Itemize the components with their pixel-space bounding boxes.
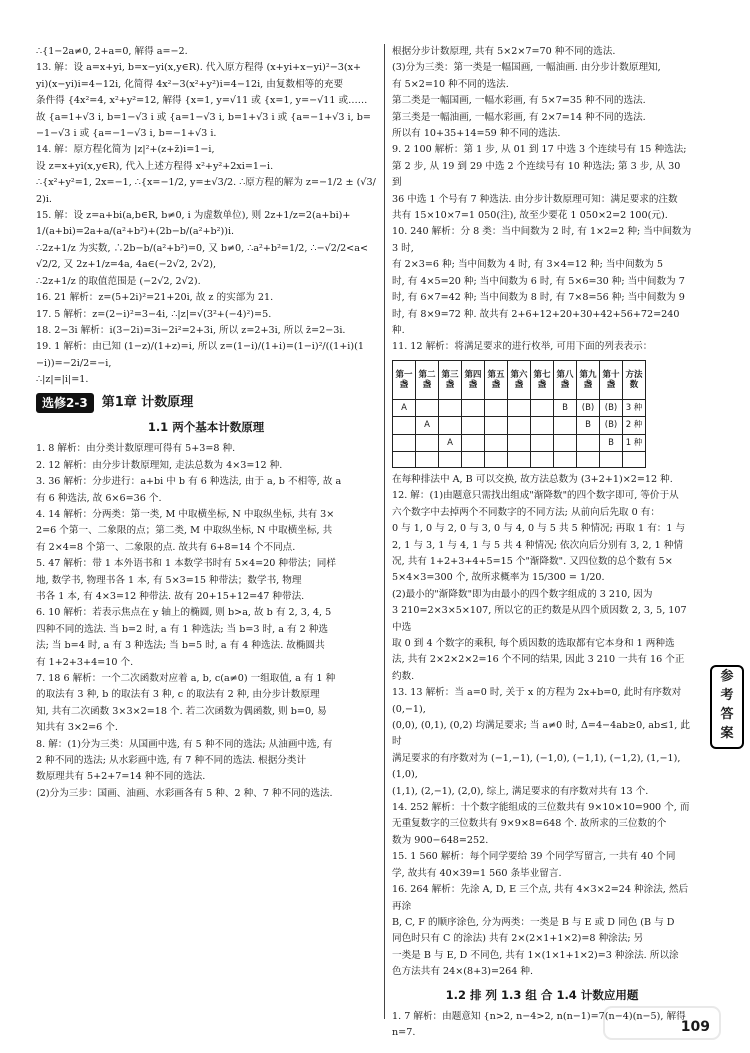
- text-line: ∴{x²+y²=1, 2x=−1, ∴{x=−1/2, y=±√3/2. ∴原方程的解为 z=−1/2 ± (√3/2)i.: [36, 177, 376, 205]
- table-cell: [531, 417, 554, 434]
- table-cell: [623, 451, 646, 467]
- text-line: 的取法有 3 种, b 的取法有 3 种, c 的取法有 2 种, 由分步计数原理: [36, 689, 320, 701]
- text-line: 6. 10 解析：若表示焦点在 y 轴上的椭圆, 则 b>a, 故 b 有 2, 3, 4, 5: [36, 607, 332, 619]
- table-cell: [439, 417, 462, 434]
- text-line: 有 5×2=10 种不同的选法.: [392, 78, 509, 90]
- text-line: 19. 1 解析：由已知 (1−z)/(1+z)=i, 所以 z=(1−i)/(1+i)=(1−i)²/((1+i)(1−i))=−2i/2=−i,: [36, 341, 364, 369]
- text-line: (2)分为三步：国画、油画、水彩画各有 5 种、2 种、7 种不同的选法.: [36, 787, 333, 799]
- table-cell: [508, 451, 531, 467]
- table-cell: B: [600, 434, 623, 451]
- text-line: 学, 故共有 40×39=1 560 条毕业留言.: [392, 867, 562, 879]
- text-line: 15. 解：设 z=a+bi(a,b∈R, b≠0, i 为虚数单位), 则 2z+1/z=2(a+bi)+: [36, 210, 351, 222]
- text-line: 有 6 种选法, 故 6×6=36 个.: [36, 492, 162, 504]
- table-cell: [439, 399, 462, 416]
- text-line: 数原理共有 5+2+7=14 种不同的选法.: [36, 771, 206, 783]
- table-row: [393, 434, 646, 451]
- text-line: 10. 240 解析：分 8 类：当中间数为 2 时, 有 1×2=2 种; 当中间数为 3 时,: [392, 226, 692, 254]
- text-line: 3. 36 解析：分步进行：a+bi 中 b 有 6 种选法, 由于 a, b 不相等, 故 a: [36, 476, 342, 488]
- text-line: ∴2z+1/z 为实数, ∴2b−b/(a²+b²)=0, 又 b≠0, ∴a²+b²=1/2, ∴−√2/2<a<: [36, 242, 368, 254]
- text-line: ∴{1−2a≠0, 2+a=0, 解得 a=−2.: [36, 46, 188, 57]
- text-line: 15. 1 560 解析：每个同学要给 39 个同学写留言, 一共有 40 个同: [392, 851, 676, 863]
- table-cell: [462, 434, 485, 451]
- text-line: 条件得 {4x²=4, x²+y²=12, 解得 {x=1, y=√11 或 {x=1, y=−√11 或……: [36, 95, 368, 107]
- text-line: 地, 数学书, 物理书各 1 本, 有 5×3=15 种带法；数学书, 物理: [36, 574, 302, 586]
- text-line: 9. 2 100 解析：第 1 步, 从 01 到 17 中选 3 个连续号有 15 种选法;: [392, 144, 687, 156]
- text-line: 根据分步计数原理, 共有 5×2×7=70 种不同的选法.: [392, 46, 616, 57]
- chapter-title: 第1章 计数原理: [101, 394, 194, 410]
- text-line: 四种不同的选法. 当 b=2 时, a 有 1 种选法; 当 b=3 时, a 有 2 种选: [36, 623, 328, 635]
- lamp-table: [392, 360, 646, 468]
- table-cell: (B): [577, 399, 600, 416]
- chapter-badge: 选修2-3: [36, 393, 94, 413]
- text-line: 1/(a+bi)=2a+a/(a²+b²)+(2b−b/(a²+b²))i.: [36, 226, 235, 238]
- table-cell: [554, 451, 577, 467]
- text-line: 0 与 1, 0 与 2, 0 与 3, 0 与 4, 0 与 5 共 5 种情况; 再取 1 有：1 与: [392, 523, 686, 535]
- text-line: 3 210=2×3×5×107, 所以它的正约数是从四个质因数 2, 3, 5, 107 中选: [392, 605, 687, 633]
- text-line: 2, 1 与 3, 1 与 4, 1 与 5 共 4 种情况; 依次向后分别有 3, 2, 1 种情: [392, 539, 683, 551]
- text-line: 13. 13 解析：当 a=0 时, 关于 x 的方程为 2x+b=0, 此时有序数对 (0,−1),: [392, 687, 682, 715]
- text-line: 同色时只有 C 的涂法) 共有 2×(2×1+1×2)=8 种涂法; 另: [392, 933, 644, 945]
- text-line: 有 2×3=6 种; 当中间数为 4 时, 有 3×4=12 种; 当中间数为 5: [392, 259, 664, 271]
- text-line: 法; 当 b=4 时, a 有 3 种选法; 当 b=5 时, a 有 4 种选法. 故椭圆共: [36, 640, 325, 652]
- text-line: 故 {a=1+√3 i, b=1−√3 i 或 {a=1−√3 i, b=1+√3 i 或 {a=−1+√3 i, b=−1−√3 i 或 {a=−1−√3 i, b=−1+√3 i.: [36, 111, 371, 140]
- text-line: 5. 47 解析：带 1 本外语书和 1 本数学书时有 5×4=20 种带法；同样: [36, 558, 336, 570]
- table-cell: [416, 451, 439, 467]
- text-line: 无重复数字的三位数共有 9×9×8=648 个. 故所求的三位数的个: [392, 818, 667, 830]
- table-cell: B: [554, 399, 577, 416]
- text-line: ∴2z+1/z 的取值范围是 (−2√2, 2√2).: [36, 275, 201, 287]
- table-cell: [485, 399, 508, 416]
- text-line: 8. 解：(1)分为三类：从国画中选, 有 5 种不同的选法; 从油画中选, 有: [36, 738, 333, 750]
- table-cell: 1 种: [623, 434, 646, 451]
- text-line: 时, 有 6×7=42 种; 当中间数为 8 时, 有 7×8=56 种; 当中间数为 9: [392, 292, 685, 304]
- table-header-cell: 第二盏: [416, 360, 439, 399]
- text-line: 7. 18 6 解析：一个二次函数对应着 a, b, c(a≠0) 一组取值, a 有 1 种: [36, 673, 336, 685]
- column-divider: [384, 44, 385, 1019]
- watermark-logo: [602, 1003, 722, 1043]
- text-line: 第 2 步, 从 19 到 29 中选 2 个连续号有 10 种选法; 第 3 步, 从 30 到: [392, 160, 681, 189]
- table-cell: 2 种: [623, 417, 646, 434]
- right-lines-2: [392, 472, 692, 981]
- text-line: 12. 解：(1)由题意只需找出组成"渐降数"的四个数字即可, 等价于从: [392, 490, 679, 502]
- table-header-cell: 第五盏: [485, 360, 508, 399]
- text-line: 第二类是一幅国画, 一幅水彩画, 有 5×7=35 种不同的选法.: [392, 95, 646, 107]
- table-row: [393, 399, 646, 416]
- table-header-cell: 方法数: [623, 360, 646, 399]
- table-cell: [531, 434, 554, 451]
- text-line: 知共有 3×2=6 个.: [36, 722, 118, 734]
- side-tab-answers: [710, 665, 744, 749]
- text-line: 共有 15×10×7=1 050(注), 故至少要花 1 050×2=2 100(元).: [392, 210, 668, 222]
- section-title: 1.1 两个基本计数原理: [147, 419, 265, 434]
- text-line: 2=6 个第一、二象限的点；第二类, M 中取纵坐标, N 中取横坐标, 共: [36, 525, 333, 537]
- table-header-cell: 第十盏: [600, 360, 623, 399]
- text-line: 14. 解：原方程化简为 |z|²+(z+z̄)i=1−i,: [36, 144, 215, 156]
- table-cell: [508, 399, 531, 416]
- table-cell: [462, 451, 485, 467]
- table-cell: [485, 451, 508, 467]
- table-cell: [531, 451, 554, 467]
- table-cell: A: [416, 417, 439, 434]
- text-line: 16. 21 解析：z=(5+2i)²=21+20i, 故 z 的实部为 21.: [36, 292, 274, 304]
- table-header-cell: 第七盏: [531, 360, 554, 399]
- text-line: 色方法共有 24×(8+3)=264 种.: [392, 966, 534, 978]
- right-column: [392, 44, 692, 1042]
- table-header-cell: 第六盏: [508, 360, 531, 399]
- table-cell: B: [577, 417, 600, 434]
- table-cell: [393, 417, 416, 434]
- text-line: 1. 8 解析：由分类计数原理可得有 5+3=8 种.: [36, 443, 236, 455]
- side-tab-char: 考: [720, 688, 734, 703]
- text-line: 取 0 到 4 个数字的乘积, 每个质因数的选取都有它本身和 1 两种选: [392, 638, 675, 649]
- page-number: 109: [680, 1019, 710, 1035]
- text-line: 书各 1 本, 有 4×3=12 种带法. 故有 20+15+12=47 种带法.: [36, 591, 305, 602]
- text-line: 时, 有 8×9=72 种. 故共有 2+6+12+20+30+42+56+72=240 种.: [392, 308, 680, 336]
- text-line: ∴|z|=|i|=1.: [36, 374, 89, 386]
- table-cell: (B): [600, 417, 623, 434]
- table-cell: [416, 434, 439, 451]
- left-lines-2: [36, 441, 376, 802]
- text-line: 36 中选 1 个号有 7 种选法. 由分步计数原理可知：满足要求的注数: [392, 193, 678, 205]
- table-cell: [462, 417, 485, 434]
- table-cell: [577, 451, 600, 467]
- text-line: 法, 共有 2×2×2×2=16 个不同的结果, 因此 3 210 一共有 16 个正: [392, 654, 685, 666]
- text-line: (1,1), (2,−1), (2,0), 综上, 满足要求的有序数对共有 13 个.: [392, 785, 649, 797]
- text-line: 所以有 10+35+14=59 种不同的选法.: [392, 128, 561, 140]
- text-line: 况, 共有 1+2+3+4+5=15 个"渐降数". 又四位数的总个数有 5×: [392, 555, 673, 567]
- left-column: [36, 44, 376, 802]
- table-cell: A: [439, 434, 462, 451]
- text-line: 六个数字中去掉两个不同数字的不同方法; 从前向后先取 0 有：: [392, 506, 660, 518]
- text-line: 14. 252 解析：十个数字能组成的三位数共有 9×10×10=900 个, 而: [392, 802, 690, 814]
- text-line: 满足要求的有序数对为 (−1,−1), (−1,0), (−1,1), (−1,2), (1,−1), (1,0),: [392, 752, 681, 781]
- table-cell: [393, 434, 416, 451]
- table-cell: [416, 399, 439, 416]
- text-line: 13. 解：设 a=x+yi, b=x−yi(x,y∈R). 代入原方程得 (x+yi+x−yi)²−3(x+: [36, 62, 362, 74]
- table-header-cell: 第一盏: [393, 360, 416, 399]
- text-line: 11. 12 解析：将满足要求的进行枚举, 可用下面的列表表示：: [392, 341, 653, 353]
- text-line: 设 z=x+yi(x,y∈R), 代入上述方程得 x²+y²+2xi=1−i.: [36, 160, 274, 172]
- table-cell: [485, 417, 508, 434]
- right-lines: [392, 44, 692, 356]
- table-header-cell: 第四盏: [462, 360, 485, 399]
- table-cell: [485, 434, 508, 451]
- table-cell: 3 种: [623, 399, 646, 416]
- table-cell: [554, 417, 577, 434]
- table-row: [393, 417, 646, 434]
- text-line: (0,0), (0,1), (0,2) 均满足要求; 当 a≠0 时, Δ=4−4ab≥0, ab≤1, 此时: [392, 720, 690, 748]
- text-line: 2. 12 解析：由分步计数原理知, 走法总数为 4×3=12 种.: [36, 459, 283, 471]
- text-line: 知, 共有二次函数 3×3×2=18 个. 若二次函数为偶函数, 则 b=0, 易: [36, 705, 327, 717]
- table-header-cell: 第八盏: [554, 360, 577, 399]
- text-line: 第三类是一幅油画, 一幅水彩画, 有 2×7=14 种不同的选法.: [392, 111, 646, 123]
- table-cell: [508, 434, 531, 451]
- table-cell: [393, 451, 416, 467]
- text-line: 有 2×4=8 个第一、二象限的点. 故共有 6+8=14 个不同点.: [36, 541, 296, 553]
- table-cell: [439, 451, 462, 467]
- table-cell: [462, 399, 485, 416]
- text-line: (2)最小的"渐降数"即为由最小的四个数字组成的 3 210, 因为: [392, 588, 653, 600]
- text-line: √2/2, 又 2z+1/z=4a, 4a∈(−2√2, 2√2),: [36, 259, 217, 271]
- text-line: 数为 900−648=252.: [392, 834, 489, 846]
- text-line: 18. 2−3i 解析：i(3−2i)=3i−2i²=2+3i, 所以 z=2+3i, 所以 z̄=2−3i.: [36, 324, 346, 336]
- text-line: 有 1+2+3+4=10 个.: [36, 656, 134, 668]
- text-line: 约数.: [392, 670, 415, 682]
- text-line: 17. 5 解析：z=(2−i)²=3−4i, ∴|z|=√(3²+(−4)²)=5.: [36, 308, 272, 320]
- table-header-cell: 第九盏: [577, 360, 600, 399]
- side-tab-char: 案: [720, 726, 734, 741]
- table-cell: (B): [600, 399, 623, 416]
- table-cell: [508, 417, 531, 434]
- table-cell: [554, 434, 577, 451]
- left-lines: [36, 44, 376, 389]
- side-tab-char: 答: [720, 707, 734, 722]
- text-line: 2 种不同的选法; 从水彩画中选, 有 7 种不同的选法. 根据分类计: [36, 755, 307, 767]
- table-cell: [577, 434, 600, 451]
- side-tab-char: 参: [720, 669, 734, 684]
- table-header-cell: 第三盏: [439, 360, 462, 399]
- chapter-header: [36, 393, 376, 413]
- table-cell: A: [393, 399, 416, 416]
- text-line: yi)(x−yi)i=4−12i, 化简得 4x²−3(x²+y²)i=4−12i, 由复数相等的充要: [36, 78, 344, 90]
- text-line: 时, 有 4×5=20 种; 当中间数为 6 时, 有 5×6=30 种; 当中间数为 7: [392, 275, 685, 287]
- text-line: B, C, F 的顺序涂色, 分为两类：一类是 B 与 E 或 D 同色 (B 与 D: [392, 916, 675, 928]
- text-line: 1. 7 解析：由题意知 {n>2, n−4>2, n(n−1)=7(n−4)(n−5), 解得 n=7.: [392, 1010, 686, 1039]
- text-line: 5×4×3=300 个, 故所求概率为 15/300 = 1/20.: [392, 572, 605, 584]
- table-cell: [600, 451, 623, 467]
- table-cell: [531, 399, 554, 416]
- section-title-2: 1.2 排 列 1.3 组 合 1.4 计数应用题: [445, 987, 639, 1002]
- text-line: (3)分为三类：第一类是一幅国画, 一幅油画. 由分步计数原理知,: [392, 62, 661, 74]
- table-row: [393, 451, 646, 467]
- text-line: 在每种排法中 A, B 可以交换, 故方法总数为 (3+2+1)×2=12 种.: [392, 473, 673, 485]
- text-line: 16. 264 解析：先涂 A, D, E 三个点, 共有 4×3×2=24 种涂法, 然后再涂: [392, 884, 689, 912]
- text-line: 一类是 B 与 E, D 不同色, 共有 1×(1×1+1×2)=3 种涂法. 所以涂: [392, 949, 679, 961]
- text-line: 4. 14 解析：分两类：第一类, M 中取横坐标, N 中取纵坐标, 共有 3×: [36, 508, 335, 520]
